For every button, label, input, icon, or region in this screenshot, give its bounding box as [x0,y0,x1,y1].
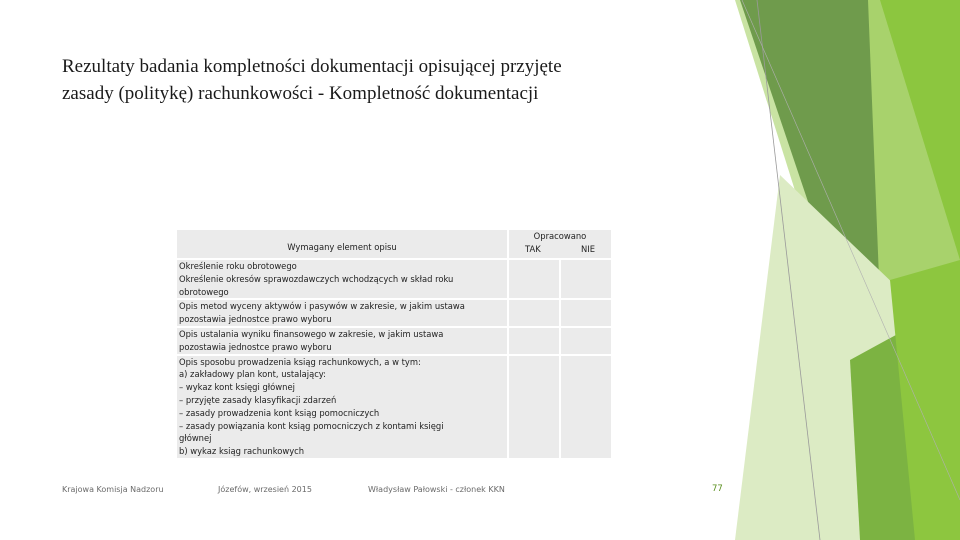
header-done-cell [507,230,611,258]
table-row [177,260,611,298]
row-description: Opis metod wyceny aktywów i pasywów w zakresie, w jakim ustawa pozostawia jednostce prawo wyboru [177,300,507,326]
header-done: Opracowano [533,231,587,241]
row-no-cell [559,260,611,298]
page-number: 77 [712,484,723,494]
row-yes-cell [507,356,559,458]
row-description: Opis ustalania wyniku finansowego w zakresie, w jakim ustawa pozostawia jednostce prawo wyboru [177,328,507,354]
row-description: Opis sposobu prowadzenia ksiąg rachunkowych, a w tym: a) zakładowy plan kont, ustalający: – wykaz kont księgi głównej – przyjęte zasady klasyfikacji zdarzeń – zasady prowadzenia kont ksiąg pomocniczych – zasady powiązania kont ksiąg pomocniczych z kontami księgi głównej b) wykaz ksiąg rachunkowych [177,356,507,458]
row-yes-cell [507,328,559,354]
footer-author: Władysław Pałowski - członek KKN [368,485,505,494]
header-no: NIE [580,243,595,254]
completeness-table [177,228,611,460]
row-description: Określenie roku obrotowego Określenie okresów sprawozdawczych wchodzących w skład roku obrotowego [177,260,507,298]
slide-title [62,53,718,107]
header-yes-no [511,243,609,256]
footer-organization: Krajowa Komisja Nadzoru [62,485,164,494]
row-no-cell [559,356,611,458]
row-yes-cell [507,300,559,326]
header-description: Wymagany element opisu [177,230,507,258]
row-no-cell [559,328,611,354]
slide-title-line-1: Rezultaty badania kompletności dokumentacji opisującej przyjęte [62,56,562,77]
table-header-row [177,230,611,258]
header-yes: TAK [525,243,541,254]
row-no-cell [559,300,611,326]
footer-place-date: Józefów, wrzesień 2015 [218,485,312,494]
slide-title-line-2: zasady (politykę) rachunkowości - Kompletność dokumentacji [62,83,539,104]
table-row [177,300,611,326]
table-row [177,356,611,458]
row-yes-cell [507,260,559,298]
table-row [177,328,611,354]
